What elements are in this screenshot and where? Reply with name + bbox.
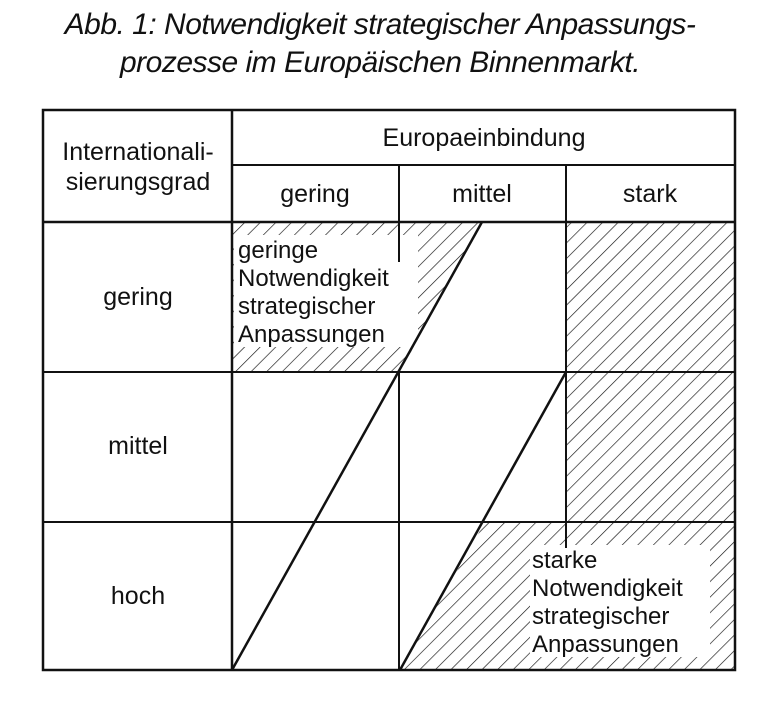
note-high-need-line-4: Anpassungen [532,631,679,658]
note-high-need-line-3: strategischer [532,603,670,630]
row-header-label-line-2: sierungsgrad [65,168,211,196]
column-header-mittel: mittel [452,180,512,208]
row-label-gering: gering [103,283,173,311]
note-low-need-line-1: geringe [238,237,319,264]
note-low-need-line-4: Anpassungen [238,321,385,348]
note-low-need-line-3: strategischer [238,293,376,320]
note-high-need-line-1: starke [532,547,598,574]
row-label-hoch: hoch [110,582,166,610]
hatched-region-upper-right [566,222,735,372]
note-low-need-line-2: Notwendigkeit [238,265,389,292]
column-group-header: Europaeinbindung [382,124,586,152]
column-header-stark: stark [622,180,678,208]
row-header-label-line-1: Internationali- [62,138,214,166]
row-label-mittel: mittel [108,432,168,460]
figure-title-line-2: prozesse im Europäischen Binnenmarkt. [119,46,641,79]
column-header-gering: gering [280,180,350,208]
figure-title-line-1: Abb. 1: Notwendigkeit strategischer Anpassungs- [64,8,696,41]
note-high-need-line-2: Notwendigkeit [532,575,683,602]
